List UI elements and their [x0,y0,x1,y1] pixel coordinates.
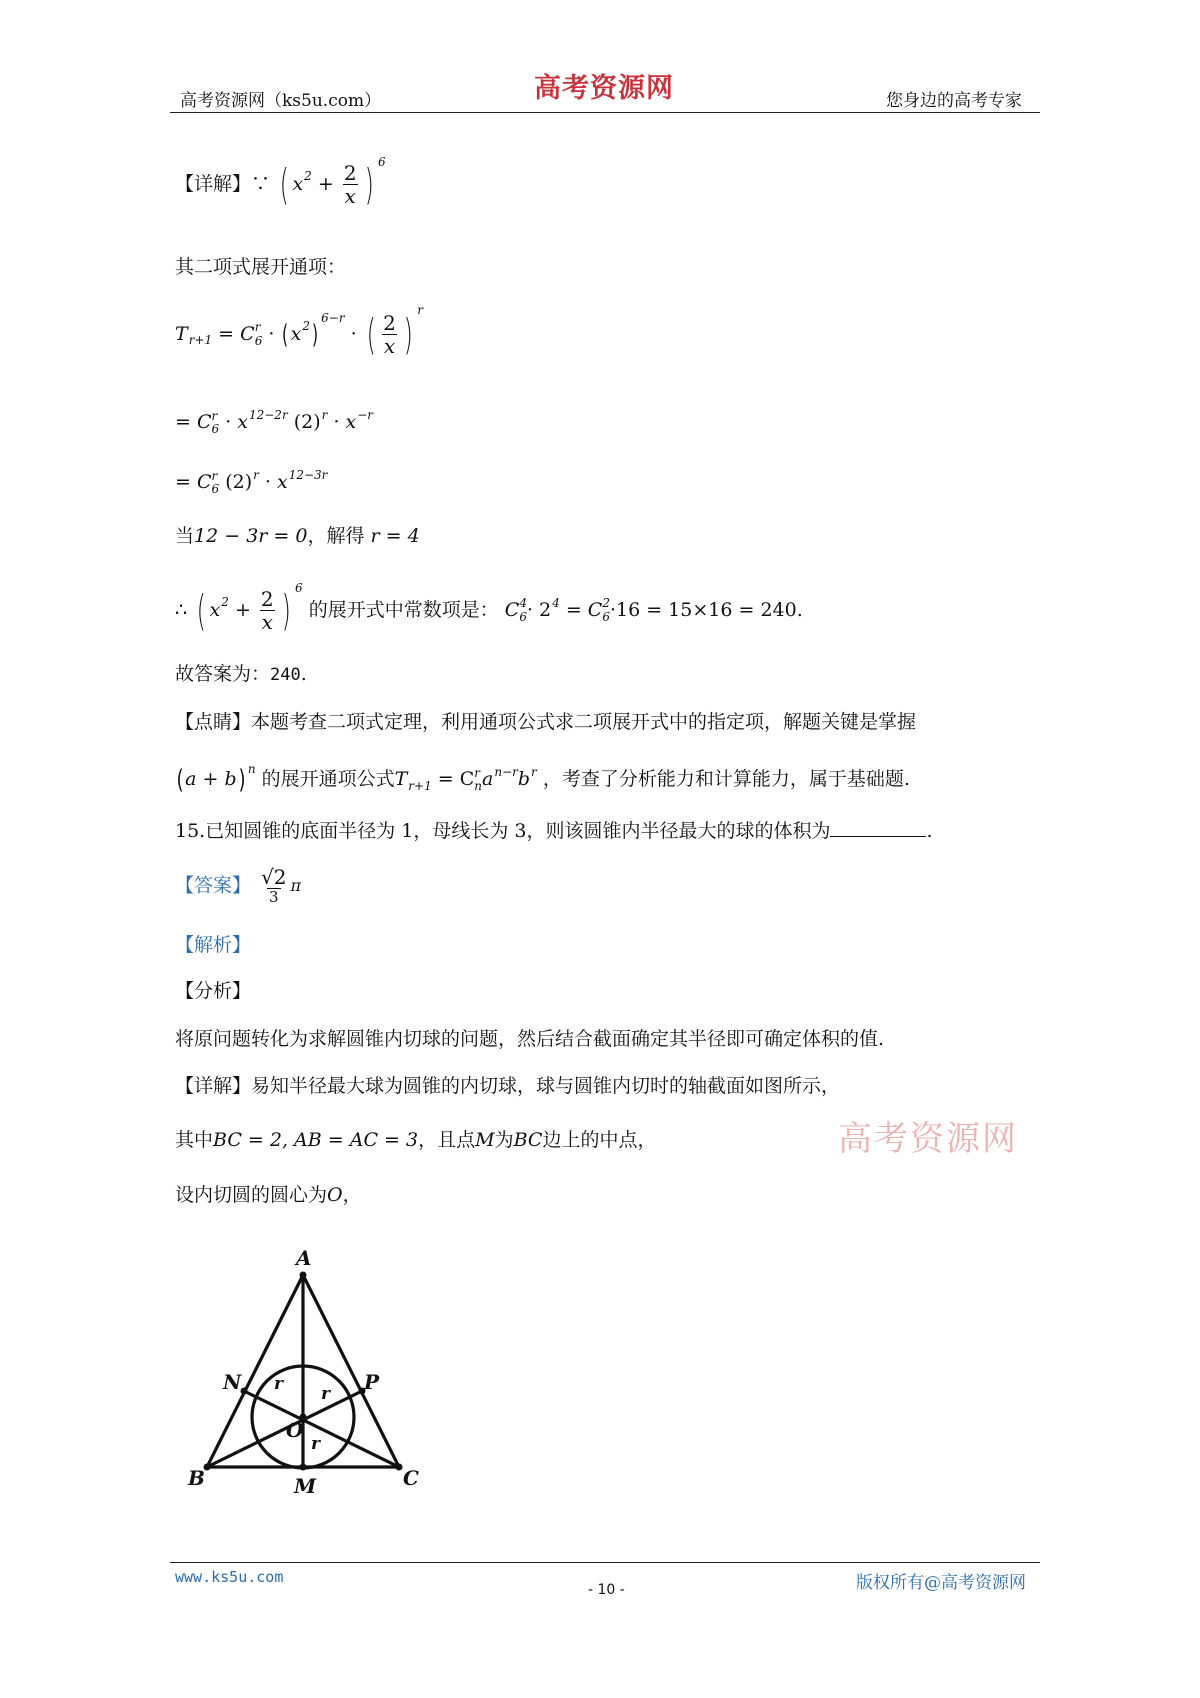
fenxi-text: 将原问题转化为求解圆锥内切球的问题，然后结合截面确定其半径即可确定体积的值. [175,1028,885,1050]
fraction-numerator: 2 [260,587,274,611]
page-number: - 10 - [588,1582,625,1598]
C-superscript: r [211,409,218,423]
a-plus-b: a + b [185,768,237,791]
answer-label: 【答案】 [175,874,252,897]
center-prefix: 设内切圆的圆心为 [175,1184,328,1206]
label-A: A [296,1246,312,1270]
power-n: n [247,762,256,777]
exp-2: 2 [302,318,310,333]
x-base: x [292,173,304,195]
answer-text: 故答案为： [175,663,271,685]
point-O: O [327,1184,343,1206]
answer-denominator: 3 [269,888,279,906]
C-subscript: 6 [519,609,527,624]
point-M: M [475,1129,495,1151]
detail-label: 【详解】∵ [175,173,271,195]
C-subscript: 6 [254,333,263,348]
dot: · [350,323,357,345]
bc-point-text: ，且点 [418,1129,476,1151]
plus-sign: + [317,173,334,195]
fraction [342,162,359,207]
formula-tail: ，考查了分析能力和计算能力，属于基础题. [542,768,910,791]
fraction-numerator: 2 [343,161,357,185]
power-r: r [253,468,259,483]
a-symbol: a [482,768,494,791]
detail-text: 【详解】易知半径最大球为圆锥的内切球，球与圆锥内切时的轴截面如图所示， [175,1075,841,1097]
label-N: N [223,1370,242,1394]
C-superscript: r [474,766,481,780]
footer-rule [170,1562,1040,1563]
point-C-dot [396,1464,403,1471]
equation: 12 − 3r = 0 [194,525,308,547]
line-bc [175,1131,656,1150]
label-r-3: r [311,1434,320,1454]
power-6: 6 [295,580,303,595]
eq-C: = C [437,768,475,791]
a-exponent: n−r [494,765,518,780]
triangle-incircle-figure [180,1245,430,1510]
b-symbol: b [517,768,531,791]
header-left-text: 高考资源网（ks5u.com） [180,91,382,111]
two-paren: (2) [293,411,321,434]
x-exponent-neg-r: −r [357,408,374,423]
eq-C: = C [175,471,212,494]
when-text: 当 [175,525,195,547]
eq-C: = C [565,598,603,621]
C-superscript: 4 [519,596,527,611]
two-paren: (2) [225,471,253,494]
segment-BC: BC [513,1129,543,1151]
x-exponent: 12−2r [248,408,288,423]
b-exponent: r [531,765,537,780]
footer-website-link[interactable]: www.ks5u.com [175,1568,284,1586]
answer-numerator: √2 [261,865,287,889]
line-detail-expression [175,154,386,209]
line-comment: 【点睛】本题考查二项式定理，利用通项公式求二项展开式中的指定项，解题关键是掌握 [175,711,917,733]
line-general-formula [175,762,910,796]
C-indices [602,597,610,623]
answer-line [175,866,301,906]
label-C: C [403,1466,419,1490]
power-r: r [417,302,423,317]
label-r-1: r [274,1374,283,1394]
dot-x: · x [264,471,288,494]
solve-text: ，解得 [307,525,365,547]
bc-prefix: 其中 [175,1129,214,1151]
C-symbol: C [240,323,255,345]
dot: · [268,323,275,345]
bc-equation: BC = 2, AB = AC = 3 [213,1129,419,1151]
product-result: ·16 = 15×16 = 240 [609,598,797,621]
point-M-dot [300,1464,307,1471]
r-value: r = 4 [370,525,420,547]
question-15 [175,822,933,841]
left-paren: ( [279,159,289,209]
point-A-dot [300,1272,307,1279]
dot-x: · x [333,411,357,434]
analysis-label: 【解析】 [175,934,252,956]
C-superscript: 2 [602,596,610,611]
line-expansion-step-2 [175,470,327,496]
C-subscript: 6 [602,609,610,624]
fraction-denominator: x [344,184,356,208]
left-paren: ( [196,585,206,635]
eq-C: = C [175,411,212,434]
C-symbol: C [504,598,520,621]
label-P: P [364,1370,380,1394]
header-right-text: 您身边的高考专家 [886,91,1022,111]
watermark: 高考资源网 [838,1119,1018,1159]
exp-2: 2 [304,168,312,183]
C-indices [474,767,482,793]
dot-two: · 2 [526,598,552,621]
bc-is-text: 为 [494,1129,514,1151]
line-general-term-intro: 其二项式展开通项： [175,256,347,278]
power-r: r [321,408,328,423]
plus-sign: + [234,599,251,621]
T-symbol: T [175,323,188,345]
C-indices [255,321,263,347]
C-subscript: 6 [211,422,220,437]
period: . [796,598,803,621]
pi-symbol: π [290,875,302,895]
formula-text: 的展开通项公式 [261,768,395,791]
T-symbol: T [394,768,408,791]
fraction [259,588,276,633]
label-r-2: r [321,1384,330,1404]
header-logo: 高考资源网 [534,73,674,104]
line-B-to-P [207,1391,362,1467]
period: . [926,820,933,842]
therefore-symbol: ∴ [175,599,188,621]
left-paren: ( [176,765,184,796]
point-N-dot [241,1388,248,1395]
right-paren: ) [364,159,374,209]
right-paren: ) [403,309,413,359]
line-center-O [175,1186,362,1205]
power-6: 6 [377,154,386,169]
left-paren: ( [366,309,376,359]
power-4: 4 [552,595,560,610]
C-indices [212,470,220,496]
line-solve-r [175,527,420,546]
bc-midpoint-text: 边上的中点， [542,1129,657,1151]
C-subscript: 6 [211,482,220,497]
footer-copyright: 版权所有@高考资源网 [856,1573,1026,1593]
label-O: O [286,1418,304,1442]
fraction-denominator: x [261,610,273,634]
constant-term-text: 的展开式中常数项是： [308,599,499,621]
x-base: x [290,323,302,345]
x-exponent: 12−3r [288,468,328,483]
right-paren: ) [312,319,319,350]
fraction-numerator: 2 [383,311,396,335]
answer-fraction [259,866,288,906]
label-M: M [294,1474,317,1498]
equals-sign: = [218,323,235,345]
answer-blank [830,822,926,837]
C-subscript: n [474,779,483,794]
power-6-minus-r: 6−r [321,310,345,325]
C-superscript: r [254,320,261,335]
left-paren: ( [282,319,289,350]
C-superscript: r [211,469,218,483]
constant-term-expression [504,595,803,624]
dot-x: · x [225,411,248,434]
right-paren: ) [238,765,246,796]
line-constant-term [175,580,803,635]
T-subscript: r+1 [408,779,432,794]
question-text: 15.已知圆锥的底面半径为 1，母线长为 3，则该圆锥内半径最大的球的体积为 [175,820,831,842]
header-rule [170,112,1040,113]
C-indices [212,410,220,436]
C-indices [519,597,527,623]
answer-value: 240 [270,665,301,685]
T-subscript: r+1 [188,332,213,347]
x-base: x [209,599,221,621]
period: . [300,663,307,685]
line-general-term-formula [175,302,423,359]
fraction-denominator: x [383,334,396,358]
exp-2: 2 [221,594,229,609]
line-expansion-step-1 [175,410,373,436]
line-final-answer [175,665,307,684]
right-paren: ) [281,585,291,635]
comma: ， [342,1184,362,1206]
fenxi-label: 【分析】 [175,980,252,1002]
fraction [381,312,398,357]
label-B: B [188,1466,205,1490]
